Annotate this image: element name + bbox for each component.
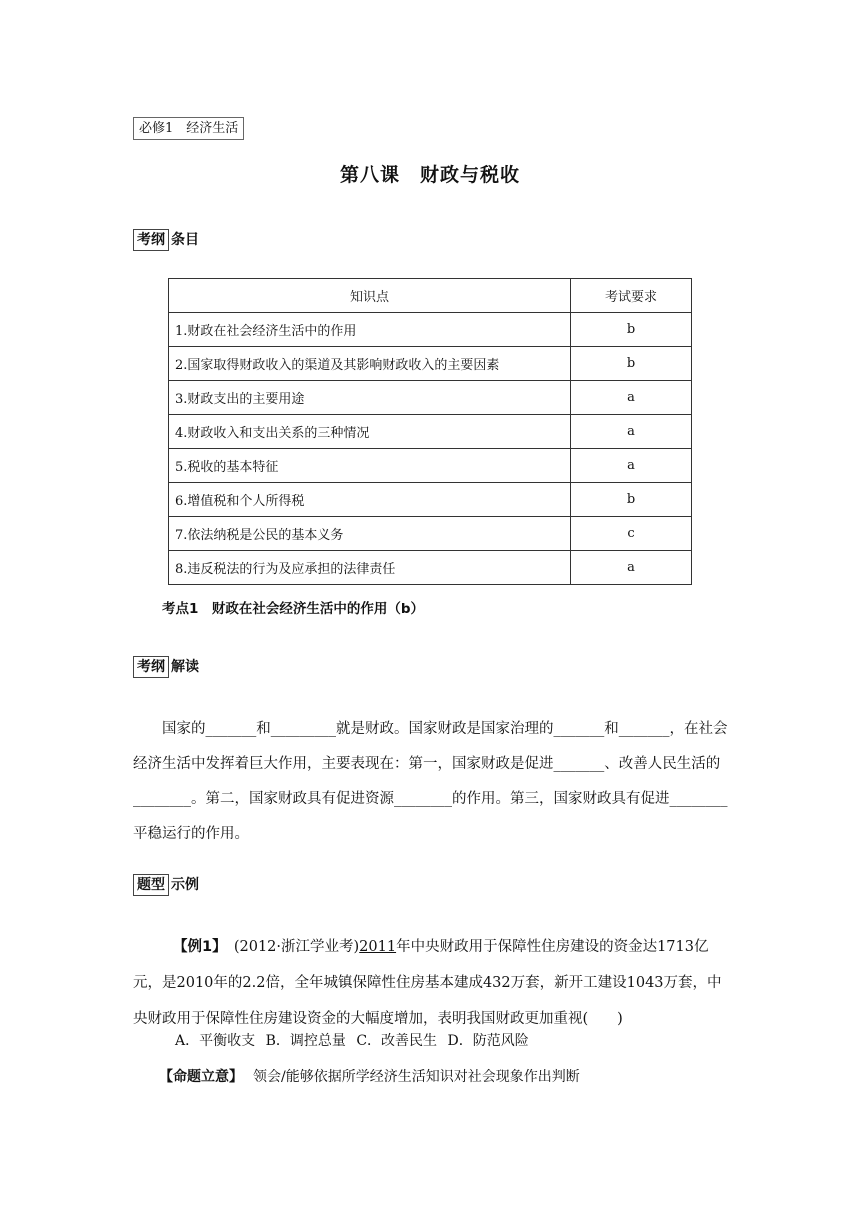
example-source: (2012·浙江学业考): [233, 939, 360, 955]
table-row: [169, 517, 692, 551]
fill-blank: _______: [553, 721, 605, 737]
table-cell-point: 2.国家取得财政收入的渠道及其影响财政收入的主要因素: [169, 347, 571, 381]
table-cell-point: 7.依法纳税是公民的基本义务: [169, 517, 571, 551]
fill-blank: ________: [669, 791, 728, 807]
fill-blank: ________: [394, 791, 452, 807]
fill-text: ，在社会经济生活中发挥着巨大作用，主要表现在：第一，国家财政是促进: [133, 721, 728, 772]
table-header-level: 考试要求: [571, 279, 692, 313]
example-year: 2011: [359, 939, 397, 955]
interpret-section-box: 考纲: [133, 656, 169, 678]
table-cell-level: b: [571, 347, 692, 381]
table-cell-point: 1.财政在社会经济生活中的作用: [169, 313, 571, 347]
table-cell-point: 8.违反税法的行为及应承担的法律责任: [169, 551, 571, 585]
table-row: [169, 415, 692, 449]
kaodian-heading: 考点1 财政在社会经济生活中的作用（b）: [162, 601, 425, 617]
table-row: [169, 551, 692, 585]
table-row: [169, 347, 692, 381]
table-cell-level: a: [571, 415, 692, 449]
lesson-title: 第八课 财政与税收: [339, 164, 520, 186]
fill-text: 平稳运行的作用。: [133, 826, 249, 842]
option-d: D．防范风险: [447, 1033, 529, 1049]
table-cell-point: 3.财政支出的主要用途: [169, 381, 571, 415]
table-cell-level: b: [571, 313, 692, 347]
outline-section-heading: [133, 229, 199, 251]
fill-blank: _______: [553, 756, 605, 772]
example-section-heading: [133, 874, 199, 896]
intent-line: [159, 1066, 580, 1086]
fill-text: 。第二，国家财政具有促进资源: [191, 791, 394, 807]
fill-text: 国家的: [162, 721, 206, 737]
fill-in-paragraph: [133, 712, 731, 852]
option-c: C．改善民生: [356, 1033, 438, 1049]
fill-text: 的作用。第三，国家财政具有促进: [452, 791, 670, 807]
table-cell-level: c: [571, 517, 692, 551]
table-cell-level: b: [571, 483, 692, 517]
table-cell-level: a: [571, 449, 692, 483]
table-header-point: 知识点: [169, 279, 571, 313]
table-header-row: [169, 279, 692, 313]
fill-text: 和: [604, 721, 619, 737]
fill-blank: ________: [133, 791, 191, 807]
outline-section-box: 考纲: [133, 229, 169, 251]
fill-text: 和: [256, 721, 271, 737]
example-question: [133, 929, 733, 1037]
table-cell-point: 6.增值税和个人所得税: [169, 483, 571, 517]
requirements-table: [168, 278, 692, 585]
option-b: B．调控总量: [265, 1033, 346, 1049]
fill-blank: _________: [270, 721, 336, 737]
table-row: [169, 313, 692, 347]
table-cell-level: a: [571, 381, 692, 415]
example-text: 年中央财政用于保障性住房建设的资金达1713亿元，是2010年的2.2倍，全年城镇保障性住房基本建成432万套，新开工建设1043万套，中央财政用于保障性住房建设资金的大幅度增加，表明我国财政更加重视( ): [133, 939, 722, 1027]
table-cell-point: 5.税收的基本特征: [169, 449, 571, 483]
intent-text: 领会/能够依据所学经济生活知识对社会现象作出判断: [253, 1069, 580, 1085]
fill-blank: _______: [618, 721, 670, 737]
table-row: [169, 381, 692, 415]
intent-label: 【命题立意】: [159, 1069, 243, 1085]
course-tag: 必修1 经济生活: [133, 117, 244, 140]
example-section-rest: 示例: [171, 877, 199, 893]
fill-text: 就是财政。国家财政是国家治理的: [336, 721, 554, 737]
table-cell-point: 4.财政收入和支出关系的三种情况: [169, 415, 571, 449]
interpret-section-heading: [133, 656, 199, 678]
interpret-section-rest: 解读: [171, 659, 199, 675]
example-label: 【例1】: [173, 939, 220, 955]
answer-options: [175, 1030, 535, 1050]
fill-text: 、改善人民生活的: [604, 756, 721, 772]
table-cell-level: a: [571, 551, 692, 585]
table-row: [169, 483, 692, 517]
example-section-box: 题型: [133, 874, 169, 896]
outline-section-rest: 条目: [171, 232, 199, 248]
option-a: A．平衡收支: [175, 1033, 256, 1049]
table-row: [169, 449, 692, 483]
fill-blank: _______: [205, 721, 257, 737]
